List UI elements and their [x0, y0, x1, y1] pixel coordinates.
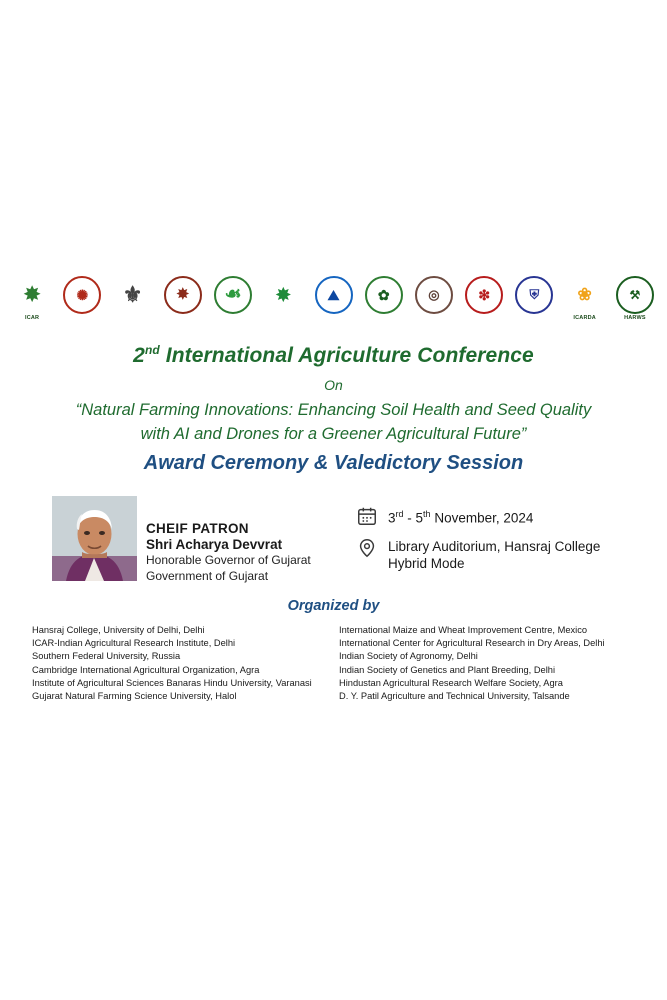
calendar-icon	[356, 505, 378, 527]
session-title: Award Ceremony & Valedictory Session	[143, 452, 524, 474]
list-item: Hindustan Agricultural Research Welfare Society, Agra	[339, 677, 563, 688]
chief-patron-name: Shri Acharya Devvrat	[146, 537, 283, 552]
list-item: Indian Society of Genetics and Plant Breeding, Delhi	[339, 664, 556, 675]
list-item: Institute of Agricultural Sciences Banaras Hindu University, Varanasi	[32, 677, 312, 688]
conference-title	[0, 343, 667, 368]
date-start-suffix: rd	[395, 509, 404, 519]
theme-line-1: “Natural Farming Innovations: Enhancing Soil Health and Seed Quality	[75, 401, 592, 419]
list-item: Indian Society of Agronomy, Delhi	[339, 651, 478, 662]
indian-society-of-agronomy-logo: ◎	[414, 276, 454, 328]
hansraj-college-logo: ✺	[62, 276, 102, 328]
venue-line-2: Hybrid Mode	[388, 556, 465, 571]
icarda-logo-caption: ICARDA	[573, 315, 596, 321]
indian-society-of-genetics-plant-breeding-logo: ❇	[464, 276, 504, 328]
date-start: 3	[388, 510, 396, 526]
organizer-logo-strip	[0, 276, 667, 330]
india-national-emblem-logo: ⚜	[122, 282, 143, 308]
event-venue-row	[356, 537, 646, 572]
location-pin-icon	[356, 537, 378, 559]
list-item: International Maize and Wheat Improvement Centre, Mexico	[339, 625, 588, 635]
date-separator: - 5	[403, 510, 424, 526]
conference-number-suffix: nd	[144, 343, 160, 357]
date-end-suffix: th	[423, 509, 431, 519]
icar-wheat-logo: ✸ ICAR	[23, 283, 41, 321]
event-venue	[388, 537, 600, 572]
event-date-row	[356, 505, 646, 527]
list-item: Gujarat Natural Farming Science University, Halol	[32, 691, 237, 702]
list-item: Cambridge International Agricultural Organization, Agra	[32, 664, 260, 675]
gujarat-natural-farming-science-university-logo: ⛰	[313, 276, 353, 328]
dy-patil-university-logo: ⛨	[514, 276, 554, 328]
icarda-logo: ❀ ICARDA	[573, 285, 596, 321]
chief-patron-label: CHEIF PATRON	[146, 521, 249, 536]
list-item: D. Y. Patil Agriculture and Technical University, Talsande	[339, 691, 570, 702]
conference-title-rest: International Agriculture Conference	[159, 344, 534, 367]
organizers-list	[32, 624, 636, 703]
harws-logo-caption: HARWS	[624, 315, 646, 321]
banaras-hindu-university-logo: ✸	[275, 284, 291, 305]
organizers-column-left	[32, 624, 334, 703]
date-month-year: November, 2024	[430, 510, 534, 526]
chief-patron-photo	[52, 496, 137, 581]
chief-patron-block	[146, 521, 356, 584]
on-label: On	[324, 377, 343, 393]
organized-by-heading: Organized by	[287, 598, 380, 614]
conference-number: 2	[133, 344, 145, 367]
event-date	[388, 505, 533, 527]
list-item: Hansraj College, University of Delhi, Delhi	[32, 625, 205, 635]
list-item: Southern Federal University, Russia	[32, 651, 181, 662]
conference-theme	[0, 398, 667, 446]
list-item: International Center for Agricultural Research in Dry Areas, Delhi	[339, 638, 605, 649]
event-details	[356, 505, 646, 582]
venue-line-1: Library Auditorium, Hansraj College	[388, 539, 601, 554]
chief-patron-role-line-1: Honorable Governor of Gujarat	[146, 553, 311, 567]
organizers-column-right	[334, 624, 636, 703]
icar-logo-caption: ICAR	[24, 315, 40, 321]
harws-society-logo: ⚒ HARWS	[615, 276, 655, 328]
list-item: ICAR-Indian Agricultural Research Institute, Delhi	[32, 638, 236, 649]
chief-patron-role-line-2: Government of Gujarat	[146, 569, 269, 583]
cimmyt-maize-wheat-logo: ✿	[364, 276, 404, 328]
theme-line-2: with AI and Drones for a Greener Agricultural Future”	[140, 425, 527, 443]
cambridge-international-agricultural-organization-logo: ☙	[213, 276, 253, 328]
southern-federal-university-logo: ✸	[163, 276, 203, 328]
